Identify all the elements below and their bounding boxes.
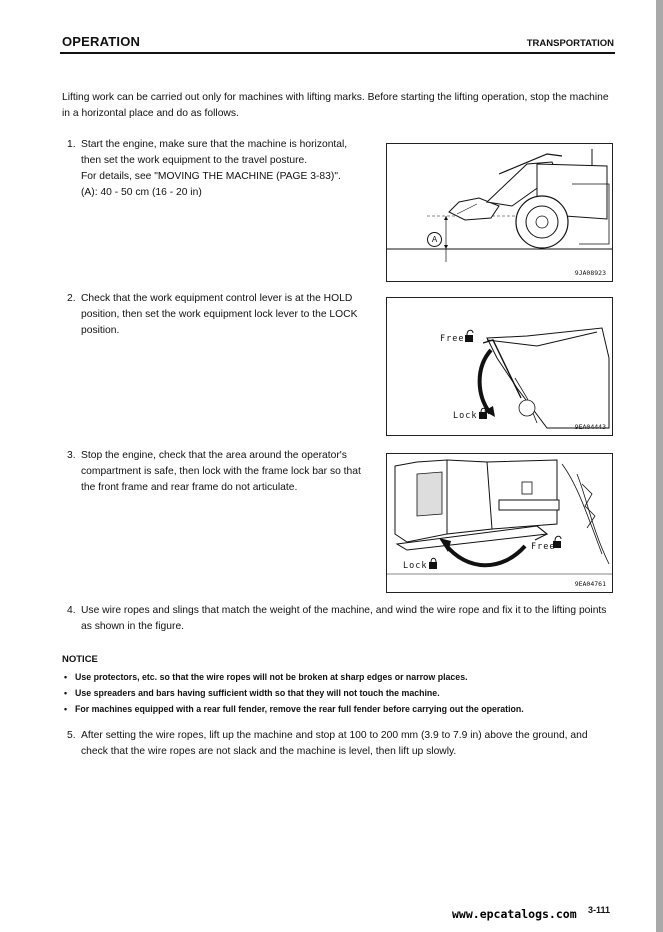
step-text: Use wire ropes and slings that match the weight of the machine, and wind the wire rope and fix it to the lifting points as shown in the figure. bbox=[81, 605, 607, 632]
figure-travel-posture bbox=[386, 143, 613, 282]
loader-side-view-illustration bbox=[387, 144, 612, 281]
step-text: After setting the wire ropes, lift up the machine and stop at 100 to 200 mm (3.9 to 7.9 in) above the ground, and check that the wire ropes are not slack and the machine is level, then lift up slowly. bbox=[81, 730, 588, 757]
step-line: the front frame and rear frame do not articulate. bbox=[81, 482, 298, 493]
step-3 bbox=[67, 448, 383, 496]
notice-title: NOTICE bbox=[62, 654, 98, 665]
step-number: 4. bbox=[67, 605, 76, 616]
header-rule bbox=[60, 52, 615, 54]
topic-header: TRANSPORTATION bbox=[526, 38, 614, 49]
free-label: Free bbox=[531, 542, 556, 552]
step-number: 2. bbox=[67, 293, 76, 304]
step-number: 3. bbox=[67, 450, 76, 461]
step-number: 5. bbox=[67, 730, 76, 741]
step-5 bbox=[67, 728, 615, 760]
step-2 bbox=[67, 291, 383, 339]
watermark: www.epcatalogs.com bbox=[452, 907, 577, 921]
step-number: 1. bbox=[67, 139, 76, 150]
figure-code: 9JA08923 bbox=[574, 269, 606, 277]
step-4 bbox=[67, 603, 615, 635]
step-line: Stop the engine, check that the area around the operator's bbox=[81, 450, 347, 461]
dimension-a-marker: A bbox=[427, 232, 442, 247]
notice-item: • For machines equipped with a rear full fender, remove the rear full fender before carrying out the operation. bbox=[64, 704, 524, 714]
step-line: compartment is safe, then lock with the frame lock bar so that bbox=[81, 466, 361, 477]
frame-lock-bar-illustration bbox=[387, 454, 612, 592]
notice-list bbox=[64, 669, 616, 717]
notice-item: • Use protectors, etc. so that the wire ropes will not be broken at sharp edges or narrow places. bbox=[64, 672, 468, 682]
section-header: OPERATION bbox=[62, 34, 141, 49]
step-1 bbox=[67, 137, 383, 201]
figure-code: 9EA04761 bbox=[574, 580, 606, 588]
lock-label: Lock bbox=[403, 561, 428, 571]
step-line: position. bbox=[81, 325, 120, 336]
figure-lock-lever bbox=[386, 297, 613, 436]
step-line: Check that the work equipment control lever is at the HOLD bbox=[81, 293, 353, 304]
page-edge-shadow bbox=[656, 0, 663, 932]
notice-item: • Use spreaders and bars having sufficient width so that they will not touch the machine. bbox=[64, 688, 440, 698]
lock-lever-illustration bbox=[387, 298, 612, 435]
page-number: 3-111 bbox=[588, 905, 611, 915]
step-line: position, then set the work equipment lock lever to the LOCK bbox=[81, 309, 358, 320]
step-line: (A): 40 - 50 cm (16 - 20 in) bbox=[81, 187, 202, 198]
step-line: For details, see "MOVING THE MACHINE (PAGE 3-83)". bbox=[81, 171, 341, 182]
step-line: Start the engine, make sure that the machine is horizontal, bbox=[81, 139, 348, 150]
free-label: Free bbox=[440, 334, 465, 344]
figure-code: 9EA04443 bbox=[574, 423, 606, 431]
step-line: then set the work equipment to the travel posture. bbox=[81, 155, 308, 166]
figure-frame-lock-bar bbox=[386, 453, 613, 593]
intro-paragraph: Lifting work can be carried out only for machines with lifting marks. Before starting the lifting operation, stop the machine in a horizontal place and do as follows. bbox=[62, 92, 609, 119]
lock-label: Lock bbox=[453, 411, 478, 421]
